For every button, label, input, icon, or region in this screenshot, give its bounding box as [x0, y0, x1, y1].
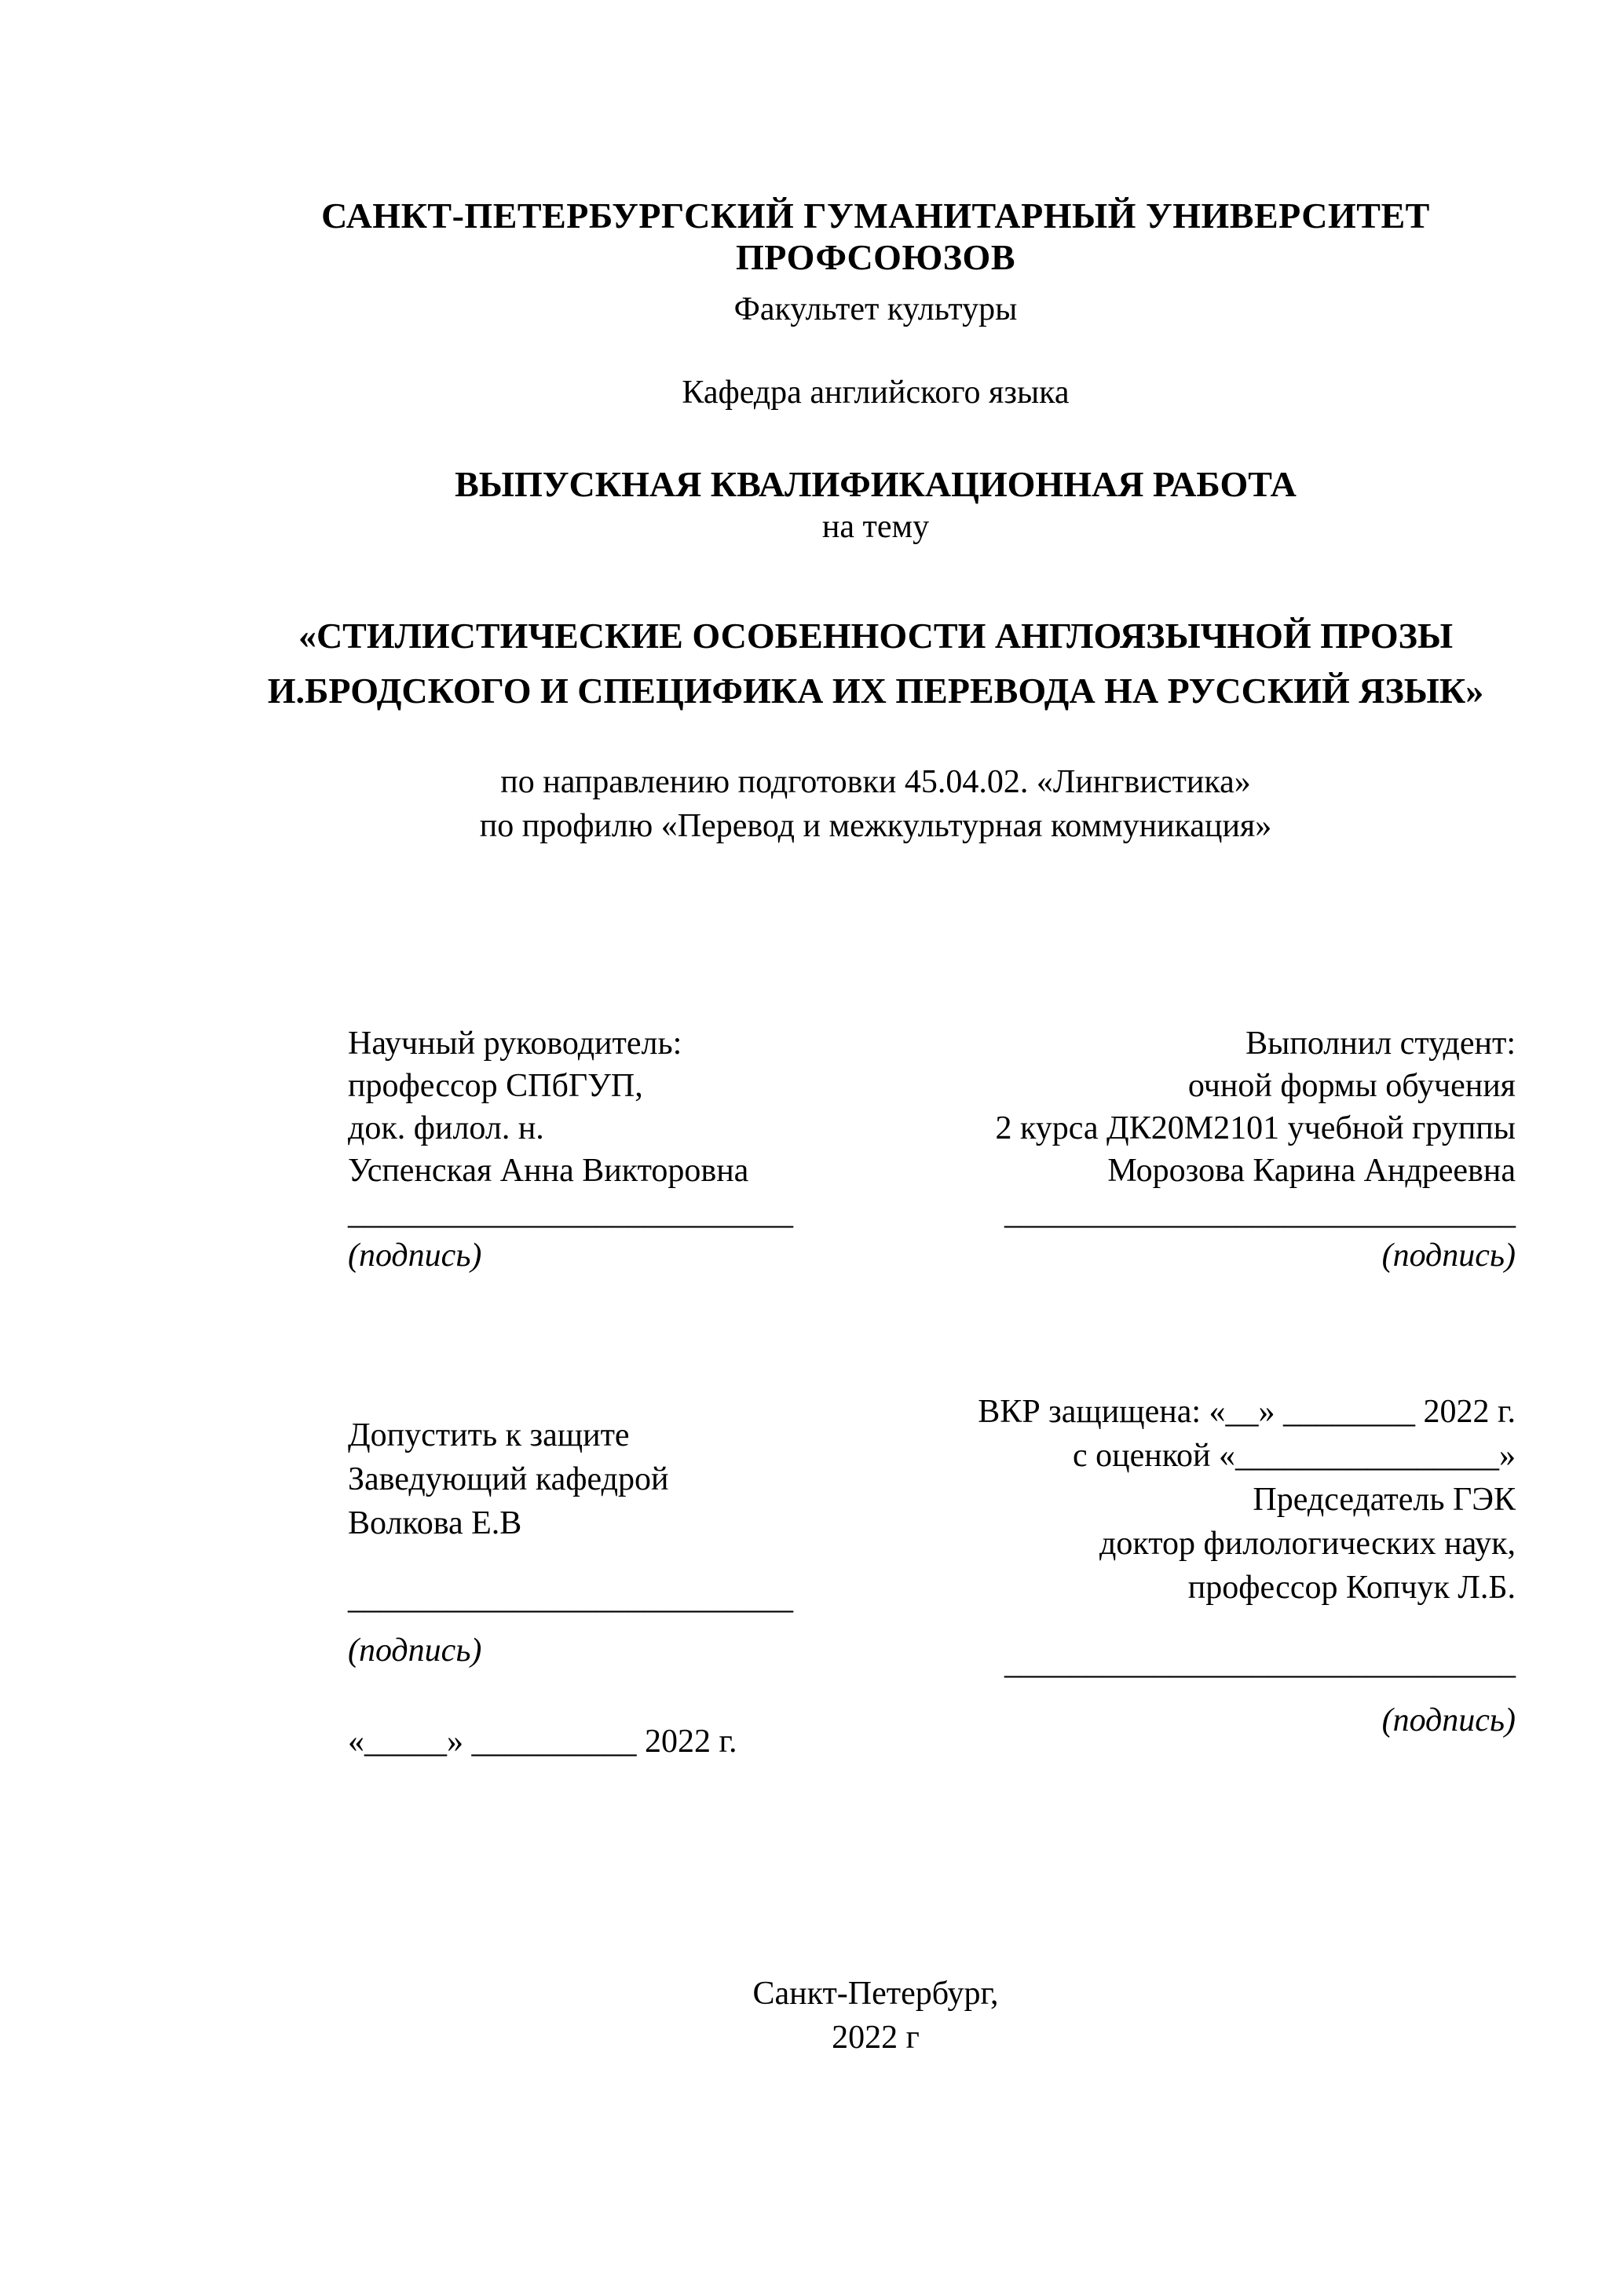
student-name: Морозова Карина Андреевна	[1107, 1153, 1516, 1189]
thesis-title	[236, 609, 1516, 718]
supervisor-block	[348, 1022, 898, 1277]
student-group: 2 курса ДК20М2101 учебной группы	[995, 1110, 1516, 1146]
supervisor-signature-caption: (подпись)	[348, 1238, 482, 1274]
supervisor-position: профессор СПбГУП,	[348, 1068, 643, 1104]
admission-head-name: Волкова Е.В	[348, 1505, 522, 1541]
defense-grade-line: с оценкой «________________»	[1073, 1438, 1516, 1474]
student-signature-line: _______________________________	[1004, 1195, 1516, 1231]
supervisor-signature-line: ___________________________	[348, 1195, 793, 1231]
admission-date-line: «_____» __________ 2022 г.	[348, 1724, 737, 1760]
on-topic-label: на тему	[821, 509, 930, 545]
program-info	[236, 760, 1516, 848]
footer	[236, 1972, 1516, 2060]
student-signature-caption: (подпись)	[1381, 1238, 1516, 1274]
defense-chair-name: профессор Копчук Л.Б.	[1187, 1570, 1516, 1606]
university-name: САНКТ-ПЕТЕРБУРГСКИЙ ГУМАНИТАРНЫЙ УНИВЕРСИТЕТ ПРОФСОЮЗОВ	[321, 196, 1449, 277]
defense-chair-degree: доктор филологических наук,	[1099, 1526, 1516, 1562]
defense-chair-title: Председатель ГЭК	[1253, 1482, 1516, 1518]
department-name: Кафедра английского языка	[682, 375, 1070, 411]
admission-signature-caption: (подпись)	[348, 1632, 482, 1669]
student-study-form: очной формы обучения	[1187, 1068, 1516, 1104]
faculty-name: Факультет культуры	[733, 291, 1018, 327]
program-direction: по направлению подготовки 45.04.02. «Лингвистика»	[500, 764, 1251, 800]
defense-signature-line: _______________________________	[1004, 1645, 1516, 1681]
work-type-heading: ВЫПУСКНАЯ КВАЛИФИКАЦИОННАЯ РАБОТА	[455, 464, 1297, 504]
supervisor-degree: док. филол. н.	[348, 1110, 544, 1146]
defense-signature-caption: (подпись)	[1381, 1702, 1516, 1738]
footer-city: Санкт-Петербург,	[752, 1976, 999, 2012]
defense-block	[919, 1390, 1516, 1742]
supervisor-name: Успенская Анна Викторовна	[348, 1153, 749, 1189]
admission-permit-label: Допустить к защите	[348, 1417, 630, 1453]
student-block	[919, 1022, 1516, 1277]
admission-head-title: Заведующий кафедрой	[348, 1461, 669, 1497]
footer-year: 2022 г	[832, 2020, 920, 2056]
thesis-title-line-2: И.БРОДСКОГО И СПЕЦИФИКА ИХ ПЕРЕВОДА НА РУССКИЙ ЯЗЫК»	[267, 671, 1484, 711]
thesis-title-line-1: «СТИЛИСТИЧЕСКИЕ ОСОБЕННОСТИ АНГЛОЯЗЫЧНОЙ ПРОЗЫ	[298, 616, 1454, 656]
admission-block	[348, 1413, 898, 1764]
program-profile: по профилю «Перевод и межкультурная коммуникация»	[479, 808, 1272, 844]
student-label: Выполнил студент:	[1245, 1026, 1516, 1062]
admission-signature-line: ___________________________	[348, 1580, 793, 1616]
defense-date-line: ВКР защищена: «__» ________ 2022 г.	[978, 1394, 1516, 1430]
supervisor-label: Научный руководитель:	[348, 1026, 682, 1062]
